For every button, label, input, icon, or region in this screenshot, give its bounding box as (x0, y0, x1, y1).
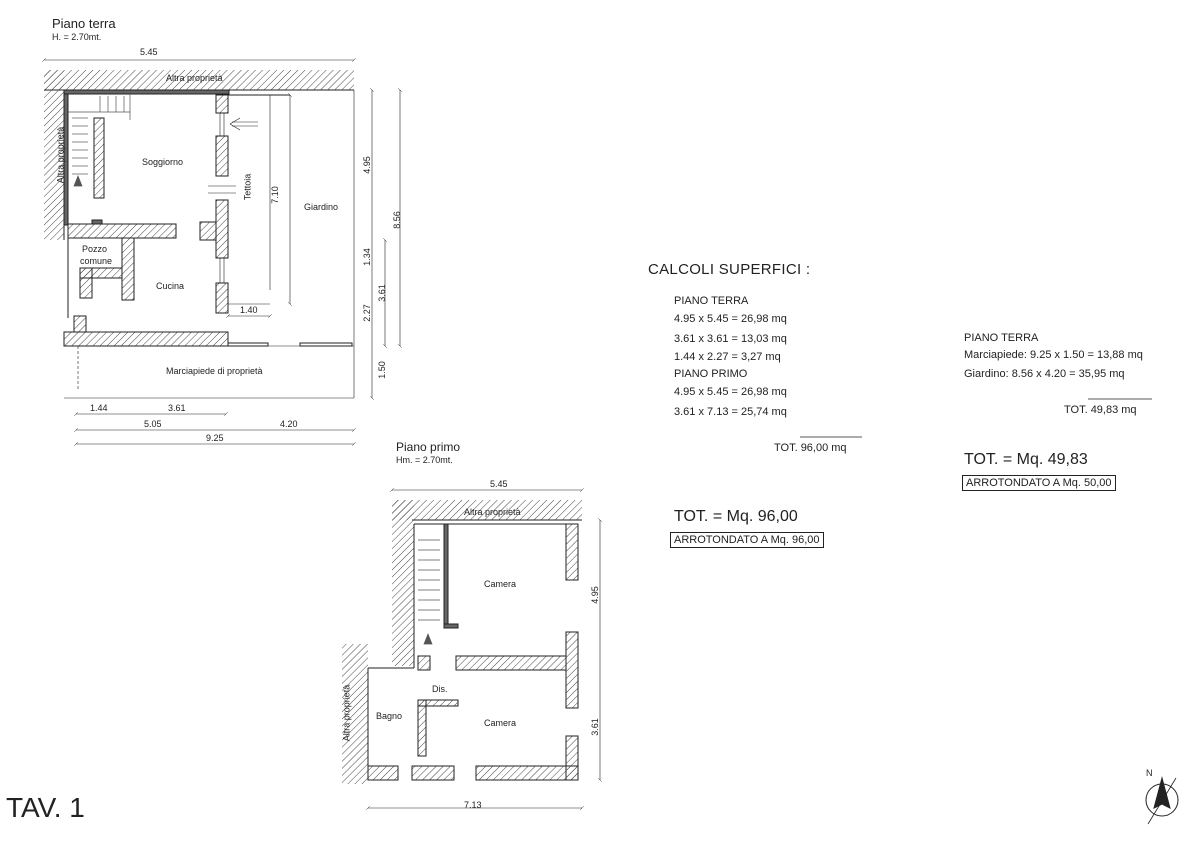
calc-rounded: ARROTONDATO A Mq. 96,00 (670, 532, 824, 548)
calc-title: CALCOLI SUPERFICI : (648, 261, 811, 278)
calc-line: 3.61 x 3.61 = 13,03 mq (674, 333, 787, 345)
dim-label: 3.61 (589, 718, 600, 736)
calc-line: 3.61 x 7.13 = 25,74 mq (674, 406, 787, 418)
dim-label: 4.20 (280, 419, 298, 429)
neighbor-label: Altra proprietà (341, 684, 352, 742)
first-floor-height: Hm. = 2.70mt. (396, 455, 453, 465)
first-floor-title: Piano primo (396, 440, 461, 454)
calc-total: TOT. = Mq. 96,00 (674, 508, 798, 525)
room-label: Cucina (156, 281, 185, 291)
neighbor-label: Altra proprietà (55, 126, 66, 184)
dim-label: 2.27 (361, 304, 372, 322)
dim-label: 7.10 (269, 186, 280, 204)
calc-subtotal: TOT. 96,00 mq (774, 442, 847, 454)
calc-section-label: PIANO TERRA (674, 295, 749, 307)
ground-floor-title: Piano terra (52, 16, 116, 31)
dim-label: 1.44 (90, 403, 108, 413)
dim-label: 4.95 (589, 586, 600, 604)
calc2-total: TOT. = Mq. 49,83 (964, 451, 1088, 468)
ground-floor-height: H. = 2.70mt. (52, 32, 102, 42)
compass-icon (1146, 778, 1178, 824)
dim-label: 5.05 (144, 419, 162, 429)
dim-label: 5.45 (490, 479, 508, 489)
calc2-rounded: ARROTONDATO A Mq. 50,00 (962, 475, 1116, 491)
calc-section-label: PIANO PRIMO (674, 368, 748, 380)
compass-label: N (1146, 768, 1153, 778)
room-label: Camera (484, 718, 517, 728)
dim-label: 7.13 (464, 800, 482, 810)
room-label: Giardino (304, 202, 339, 212)
calc-line: 1.44 x 2.27 = 3,27 mq (674, 351, 781, 363)
neighbor-label: Altra proprietà (166, 73, 223, 83)
first-floor-plan (342, 490, 600, 808)
calc2-subtotal: TOT. 49,83 mq (1064, 404, 1137, 416)
dim-label: 9.25 (206, 433, 224, 443)
calc2-line: Marciapiede: 9.25 x 1.50 = 13,88 mq (964, 349, 1143, 361)
calc-line: 4.95 x 5.45 = 26,98 mq (674, 386, 787, 398)
dim-label: 1.34 (361, 248, 372, 266)
dim-label: 3.61 (168, 403, 186, 413)
tav-label: TAV. 1 (6, 792, 85, 823)
dim-label: 1.50 (376, 361, 387, 379)
room-label: Marciapiede di proprietà (166, 366, 263, 376)
room-label: Tettoia (242, 173, 253, 201)
calc2-line: Giardino: 8.56 x 4.20 = 35,95 mq (964, 368, 1125, 380)
dim-label: 4.95 (361, 156, 372, 174)
room-label: Dis. (432, 684, 448, 694)
dim-label: 5.45 (140, 47, 158, 57)
room-label: Soggiorno (142, 157, 184, 167)
room-label: Bagno (376, 711, 403, 721)
room-label: Camera (484, 579, 517, 589)
room-label: comune (80, 256, 113, 266)
room-label: Pozzo (82, 244, 108, 254)
calc2-section-label: PIANO TERRA (964, 332, 1039, 344)
dim-label: 3.61 (376, 284, 387, 302)
dim-label: 1.40 (240, 305, 258, 315)
neighbor-label: Altra proprietà (464, 507, 521, 517)
calc-line: 4.95 x 5.45 = 26,98 mq (674, 313, 787, 325)
dim-label: 8.56 (391, 211, 402, 229)
